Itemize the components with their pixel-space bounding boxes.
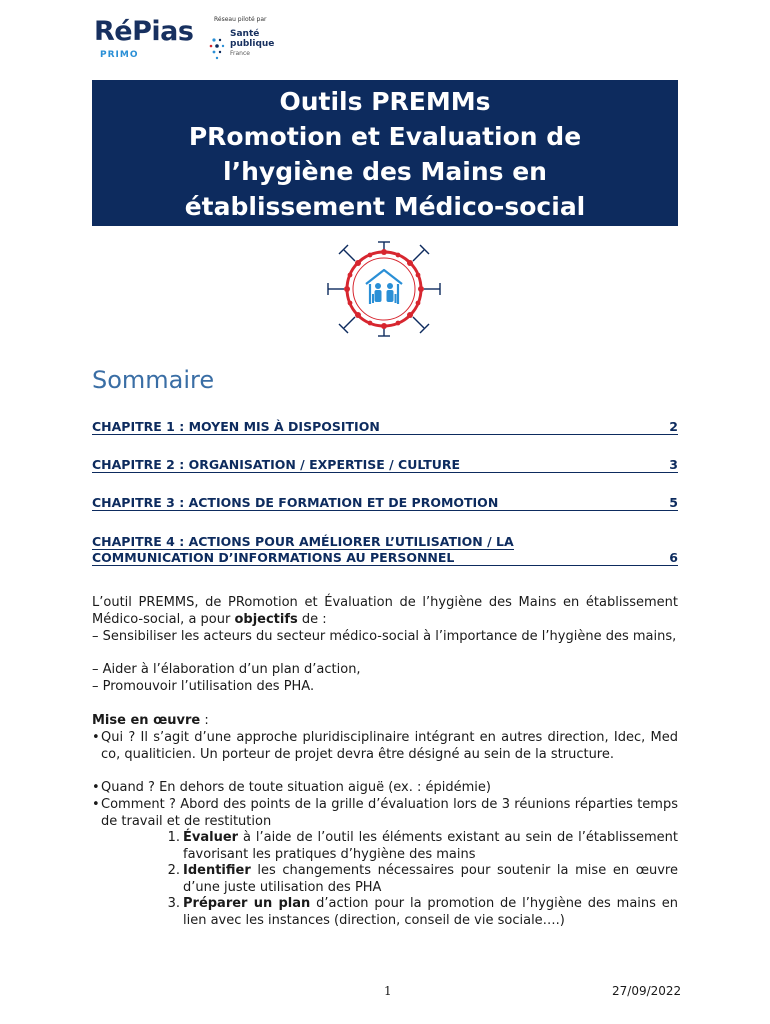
toc-entry-3[interactable] (92, 495, 678, 511)
bullet-icon: • (92, 780, 100, 795)
step-1: 1. Évaluer à l’aide de l’outil les éléments existant au sein de l’établissement favorisant les pratiques d’hygiène des mains (167, 830, 678, 862)
bullet-quand: • Quand ? En dehors de toute situation aiguë (ex. : épidémie) (92, 780, 491, 795)
title-banner (92, 80, 678, 226)
toc-entry-1[interactable] (92, 419, 678, 435)
title-line-2: PRomotion et Evaluation de (188, 122, 582, 151)
coordination-label: Réseau piloté par (214, 16, 267, 23)
sommaire-heading: Sommaire (92, 366, 215, 394)
bullet-icon: • (92, 797, 100, 812)
toc-page[interactable]: 5 (669, 495, 678, 510)
toc-label[interactable]: CHAPITRE 2 : ORGANISATION / EXPERTISE / CULTURE (92, 457, 461, 472)
toc-label[interactable]: CHAPITRE 1 : MOYEN MIS À DISPOSITION (92, 419, 380, 434)
title-line-4: établissement Médico-social (184, 192, 586, 221)
toc-entry-4[interactable] (92, 534, 678, 566)
title-line-3: l’hygiène des Mains en (223, 157, 547, 186)
step-3: 3. Préparer un plan d’action pour la promotion de l’hygiène des mains en lien avec les instances (direction, conseil de vie sociale….) (167, 896, 678, 928)
footer-date: 27/09/2022 (612, 984, 682, 998)
bullet-comment: • Comment ? Abord des points de la grille d’évaluation lors de 3 réunions réparties temps de travail et de restitution (92, 797, 678, 829)
toc-page[interactable]: 2 (669, 419, 678, 434)
toc-entry-2[interactable] (92, 457, 678, 473)
objective-3: – Promouvoir l’utilisation des PHA. (92, 679, 315, 694)
toc-page[interactable]: 6 (669, 550, 678, 565)
toc-label-line1[interactable]: CHAPITRE 4 : ACTIONS POUR AMÉLIORER L’UTILISATION / LA (92, 534, 514, 549)
sante-publique-dots-icon (208, 34, 228, 62)
page-number: 1 (384, 984, 392, 998)
bullet-icon: • (92, 730, 100, 745)
toc-label[interactable]: CHAPITRE 3 : ACTIONS DE FORMATION ET DE PROMOTION (92, 495, 499, 510)
objective-1: – Sensibiliser les acteurs du secteur médico-social à l’importance de l’hygiène des mains, (92, 629, 677, 644)
intro-paragraph: L’outil PREMMS, de PRomotion et Évaluation de l’hygiène des Mains en établissement Médico-social, a pour objectifs de : (92, 595, 678, 627)
logo-text: RéPias (94, 16, 194, 47)
step-2: 2. Identifier les changements nécessaires pour soutenir la mise en œuvre d’une juste utilisation des PHA (167, 863, 678, 895)
logo-sub: PRIMO (100, 50, 139, 60)
toc-page[interactable]: 3 (669, 457, 678, 472)
toc-label-line2[interactable]: COMMUNICATION D’INFORMATIONS AU PERSONNEL (92, 550, 455, 565)
objective-2: – Aider à l’élaboration d’un plan d’action, (92, 662, 361, 677)
title-line-1: Outils PREMMs (279, 87, 491, 116)
sante-publique-text: Santé publique France (230, 29, 275, 57)
objectifs-bold: objectifs (234, 611, 298, 627)
repias-logo (94, 12, 284, 60)
mise-en-oeuvre-heading: Mise en œuvre : (92, 713, 209, 728)
virus-house-emblem-icon (320, 228, 448, 350)
bullet-qui: • Qui ? Il s’agit d’une approche pluridisciplinaire intégrant en autres direction, Idec, Med co, qualiticien. Un porteur de projet devra être désigné au sein de la structure. (92, 730, 678, 762)
